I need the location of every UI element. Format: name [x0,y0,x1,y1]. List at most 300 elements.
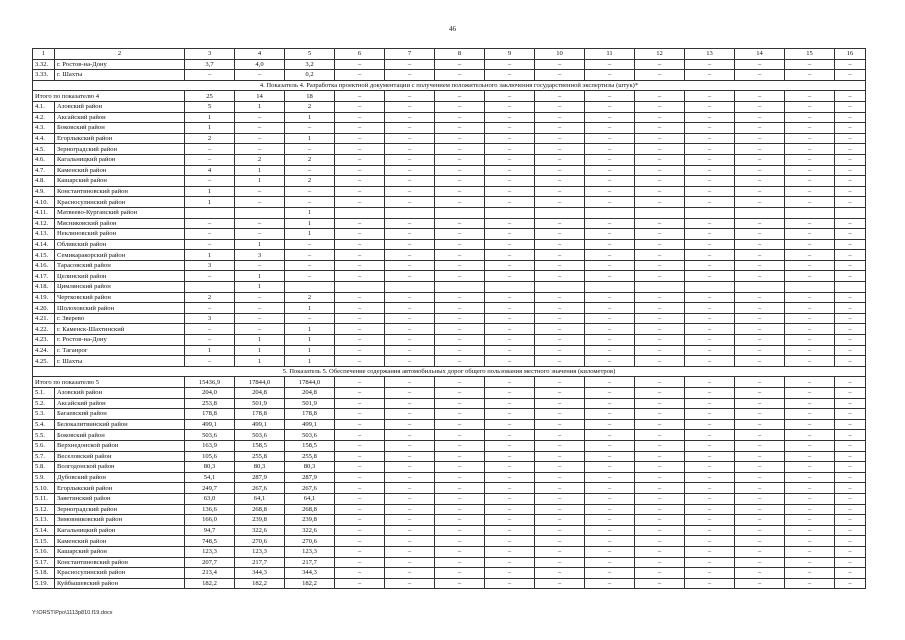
row-number-cell: 4.21. [33,313,55,324]
value-cell: – [385,218,435,229]
value-cell: – [735,472,785,483]
value-cell: 3,2 [285,59,335,70]
row-number-cell: 4.12. [33,218,55,229]
value-cell: – [835,440,866,451]
district-name-cell: г. Шахты [55,356,185,367]
district-name-cell: Красносулинский район [55,568,185,579]
value-cell: – [335,165,385,176]
value-cell: – [335,59,385,70]
value-cell: – [585,144,635,155]
total-value-cell: – [335,377,385,388]
value-cell: – [685,578,735,589]
value-cell: – [535,292,585,303]
value-cell: – [335,154,385,165]
value-cell: – [835,324,866,335]
value-cell: – [735,451,785,462]
value-cell: – [735,123,785,134]
value-cell: 1 [285,133,335,144]
value-cell: – [485,59,535,70]
value-cell: 80,3 [235,462,285,473]
value-cell: – [385,112,435,123]
value-cell: – [835,260,866,271]
value-cell: – [335,515,385,526]
value-cell: – [535,335,585,346]
value-cell: – [485,515,535,526]
value-cell: – [485,430,535,441]
row-number-cell: 4.6. [33,154,55,165]
value-cell: – [485,440,535,451]
row-number-cell: 4.8. [33,176,55,187]
value-cell: – [335,419,385,430]
value-cell: – [735,345,785,356]
value-cell [735,207,785,218]
value-cell: – [285,165,335,176]
value-cell: – [835,430,866,441]
total-value-cell: – [485,91,535,102]
value-cell: 255,8 [285,451,335,462]
value-cell: – [735,515,785,526]
value-cell: – [585,123,635,134]
value-cell: – [685,165,735,176]
value-cell: 270,6 [235,536,285,547]
value-cell: – [735,409,785,420]
value-cell: – [485,229,535,240]
column-number-cell: 3 [185,49,235,60]
value-cell: – [235,292,285,303]
value-cell: – [485,70,535,81]
value-cell: – [485,451,535,462]
district-name-cell: Волгодонской район [55,462,185,473]
value-cell: – [835,154,866,165]
table-row [33,546,866,557]
value-cell: – [185,176,235,187]
value-cell: – [735,313,785,324]
table-row [33,483,866,494]
value-cell: – [835,409,866,420]
value-cell: – [685,335,735,346]
section-heading: 4. Показатель 4. Разработка проектной документации с получением положительного заключения государственной экспертизы (штук)* [33,80,866,91]
value-cell: – [735,197,785,208]
value-cell: – [185,229,235,240]
value-cell: – [785,112,835,123]
value-cell: – [735,260,785,271]
value-cell: – [185,271,235,282]
value-cell: – [335,472,385,483]
value-cell: – [685,504,735,515]
value-cell: – [835,101,866,112]
total-value-cell: – [635,91,685,102]
value-cell: – [435,260,485,271]
value-cell: – [635,462,685,473]
value-cell: – [485,335,535,346]
value-cell: – [335,398,385,409]
value-cell: – [535,557,585,568]
value-cell [235,207,285,218]
value-cell: – [435,186,485,197]
value-cell: – [585,568,635,579]
district-name-cell: Кагальницкий район [55,525,185,536]
value-cell: – [635,101,685,112]
value-cell: – [535,324,585,335]
value-cell: – [485,101,535,112]
value-cell [635,207,685,218]
table-row [33,154,866,165]
value-cell: – [635,356,685,367]
district-name-cell: Куйбышевский район [55,578,185,589]
value-cell: – [435,112,485,123]
value-cell: – [635,419,685,430]
value-cell: – [635,271,685,282]
value-cell [185,282,235,293]
table-row [33,207,866,218]
value-cell: 268,8 [285,504,335,515]
section-heading-row [33,366,866,377]
value-cell: – [435,525,485,536]
district-name-cell: Каменский район [55,165,185,176]
value-cell: – [335,388,385,399]
value-cell [185,207,235,218]
table-row [33,239,866,250]
value-cell: – [435,59,485,70]
value-cell: – [335,335,385,346]
column-number-cell: 1 [33,49,55,60]
total-value-cell: – [535,91,585,102]
value-cell: – [735,398,785,409]
row-number-cell: 5.19. [33,578,55,589]
value-cell: 3 [235,250,285,261]
value-cell: 322,6 [235,525,285,536]
value-cell: – [535,101,585,112]
value-cell: – [735,324,785,335]
value-cell: – [435,144,485,155]
value-cell: 213,4 [185,568,235,579]
value-cell: – [685,154,735,165]
value-cell: – [235,112,285,123]
district-name-cell: Константиновский район [55,186,185,197]
table-row [33,430,866,441]
value-cell [435,282,485,293]
value-cell: – [435,398,485,409]
value-cell: – [285,239,335,250]
value-cell: – [435,440,485,451]
value-cell: 344,3 [235,568,285,579]
value-cell: – [835,493,866,504]
value-cell: – [535,345,585,356]
value-cell: – [635,218,685,229]
value-cell: – [285,271,335,282]
value-cell: 255,8 [235,451,285,462]
value-cell: – [435,303,485,314]
value-cell: – [735,356,785,367]
value-cell: 166,0 [185,515,235,526]
value-cell: 64,1 [285,493,335,504]
value-cell: – [435,557,485,568]
value-cell: 499,1 [235,419,285,430]
value-cell: – [335,440,385,451]
value-cell: – [635,430,685,441]
row-number-cell: 4.17. [33,271,55,282]
value-cell: 1 [235,176,285,187]
table-row [33,165,866,176]
value-cell: – [785,409,835,420]
value-cell: – [385,546,435,557]
value-cell: – [485,525,535,536]
value-cell: – [685,568,735,579]
value-cell: 2 [185,133,235,144]
value-cell: – [385,451,435,462]
value-cell: – [185,70,235,81]
value-cell: 1 [185,112,235,123]
district-name-cell: Зерноградский район [55,144,185,155]
value-cell: – [335,345,385,356]
table-row [33,419,866,430]
district-name-cell: Семикаракорский район [55,250,185,261]
value-cell: – [385,525,435,536]
value-cell: – [585,59,635,70]
value-cell [585,207,635,218]
table-row [33,112,866,123]
value-cell: – [635,493,685,504]
value-cell: 123,3 [185,546,235,557]
value-cell: – [635,313,685,324]
column-number-cell: 11 [585,49,635,60]
value-cell: – [535,313,585,324]
district-name-cell: Дубовский район [55,472,185,483]
value-cell: – [485,462,535,473]
value-cell: – [585,493,635,504]
value-cell: – [635,144,685,155]
value-cell: 158,5 [235,440,285,451]
row-number-cell: 5.15. [33,536,55,547]
table-row [33,313,866,324]
value-cell: – [435,123,485,134]
value-cell: – [585,271,635,282]
value-cell: – [785,313,835,324]
row-number-cell: 5.3. [33,409,55,420]
value-cell: – [435,335,485,346]
value-cell: – [385,186,435,197]
total-value-cell: – [835,91,866,102]
section-heading: 5. Показатель 5. Обеспечение содержания автомобильных дорог общего пользования местного значения (километров) [33,366,866,377]
value-cell: – [785,525,835,536]
value-cell: – [335,197,385,208]
value-cell: – [835,398,866,409]
value-cell: – [585,398,635,409]
value-cell: – [335,546,385,557]
value-cell: – [635,568,685,579]
value-cell: – [485,313,535,324]
value-cell [835,282,866,293]
value-cell: – [835,451,866,462]
value-cell [335,207,385,218]
value-cell: – [435,292,485,303]
value-cell: – [585,472,635,483]
table-row [33,388,866,399]
value-cell: – [535,154,585,165]
value-cell: – [785,133,835,144]
table-row [33,440,866,451]
value-cell: – [635,578,685,589]
value-cell: 1 [285,229,335,240]
value-cell: – [385,324,435,335]
row-number-cell: 4.5. [33,144,55,155]
value-cell: – [335,324,385,335]
value-cell: – [835,271,866,282]
value-cell: – [535,144,585,155]
value-cell: – [735,483,785,494]
value-cell: – [785,123,835,134]
value-cell: – [735,578,785,589]
value-cell: – [635,292,685,303]
value-cell: – [385,197,435,208]
table-row [33,493,866,504]
value-cell: – [285,260,335,271]
district-name-cell: Веселовский район [55,451,185,462]
value-cell: – [435,271,485,282]
row-number-cell: 5.17. [33,557,55,568]
value-cell: – [635,451,685,462]
value-cell: – [485,472,535,483]
value-cell: – [435,176,485,187]
table-row [33,462,866,473]
value-cell: – [535,59,585,70]
value-cell: – [685,260,735,271]
table-row [33,260,866,271]
value-cell: – [585,133,635,144]
value-cell: – [435,568,485,579]
value-cell: 217,7 [285,557,335,568]
value-cell [485,282,535,293]
row-number-cell: 4.14. [33,239,55,250]
row-number-cell: 5.16. [33,546,55,557]
value-cell: – [585,409,635,420]
column-number-cell: 10 [535,49,585,60]
value-cell: – [835,59,866,70]
value-cell: – [585,388,635,399]
value-cell: – [735,504,785,515]
value-cell [385,207,435,218]
table-row [33,218,866,229]
value-cell: – [735,493,785,504]
table-row [33,282,866,293]
value-cell: – [585,335,635,346]
value-cell: 267,6 [285,483,335,494]
column-number-cell: 13 [685,49,735,60]
value-cell: – [735,144,785,155]
value-cell: – [585,154,635,165]
value-cell: – [785,462,835,473]
value-cell: – [635,546,685,557]
value-cell: – [385,313,435,324]
value-cell: – [835,504,866,515]
value-cell: – [685,493,735,504]
value-cell: – [335,409,385,420]
table-row [33,515,866,526]
value-cell: – [785,493,835,504]
value-cell: – [335,578,385,589]
value-cell: – [835,229,866,240]
district-name-cell: Егорлыкский район [55,133,185,144]
value-cell: – [485,578,535,589]
value-cell: – [735,239,785,250]
value-cell: 105,6 [185,451,235,462]
value-cell: 1 [235,101,285,112]
value-cell: – [335,239,385,250]
value-cell: 1 [235,356,285,367]
district-name-cell: Тарасовский район [55,260,185,271]
value-cell: – [685,525,735,536]
district-name-cell: Азовский район [55,101,185,112]
value-cell: – [735,462,785,473]
value-cell: – [685,133,735,144]
value-cell: – [485,165,535,176]
value-cell: – [735,440,785,451]
value-cell: – [835,133,866,144]
value-cell: – [335,292,385,303]
value-cell: – [535,112,585,123]
value-cell: – [685,70,735,81]
value-cell: – [535,165,585,176]
value-cell: – [235,303,285,314]
value-cell: 1 [235,271,285,282]
value-cell: 1 [185,345,235,356]
value-cell: – [685,112,735,123]
value-cell: – [835,292,866,303]
column-number-cell: 2 [55,49,185,60]
value-cell [435,207,485,218]
value-cell: – [235,313,285,324]
value-cell: – [585,536,635,547]
value-cell: – [785,557,835,568]
value-cell: – [335,536,385,547]
table-row [33,335,866,346]
value-cell: – [335,133,385,144]
value-cell: – [535,430,585,441]
value-cell: – [485,419,535,430]
column-number-cell: 4 [235,49,285,60]
value-cell: – [485,154,535,165]
district-name-cell: Азовский район [55,388,185,399]
value-cell: 2 [235,154,285,165]
value-cell: – [835,525,866,536]
value-cell: – [735,165,785,176]
value-cell: – [785,176,835,187]
value-cell: – [735,133,785,144]
value-cell: – [185,218,235,229]
value-cell: – [235,229,285,240]
value-cell: – [635,123,685,134]
district-name-cell: г. Каменск-Шахтинский [55,324,185,335]
row-number-cell: 4.15. [33,250,55,261]
district-name-cell: Заветинский район [55,493,185,504]
value-cell: – [385,229,435,240]
value-cell: – [385,260,435,271]
table-row [33,324,866,335]
file-path-footer: Y:\ORST\Ppo\1113p810.f19.docx [32,610,113,616]
value-cell: 204,8 [285,388,335,399]
value-cell: – [835,186,866,197]
total-value-cell: – [835,377,866,388]
value-cell: – [485,345,535,356]
district-name-cell: Цимлянский район [55,282,185,293]
value-cell: – [535,133,585,144]
value-cell: 268,8 [235,504,285,515]
value-cell: – [485,112,535,123]
value-cell: – [535,356,585,367]
row-number-cell: 5.7. [33,451,55,462]
value-cell: – [535,515,585,526]
value-cell: – [435,483,485,494]
